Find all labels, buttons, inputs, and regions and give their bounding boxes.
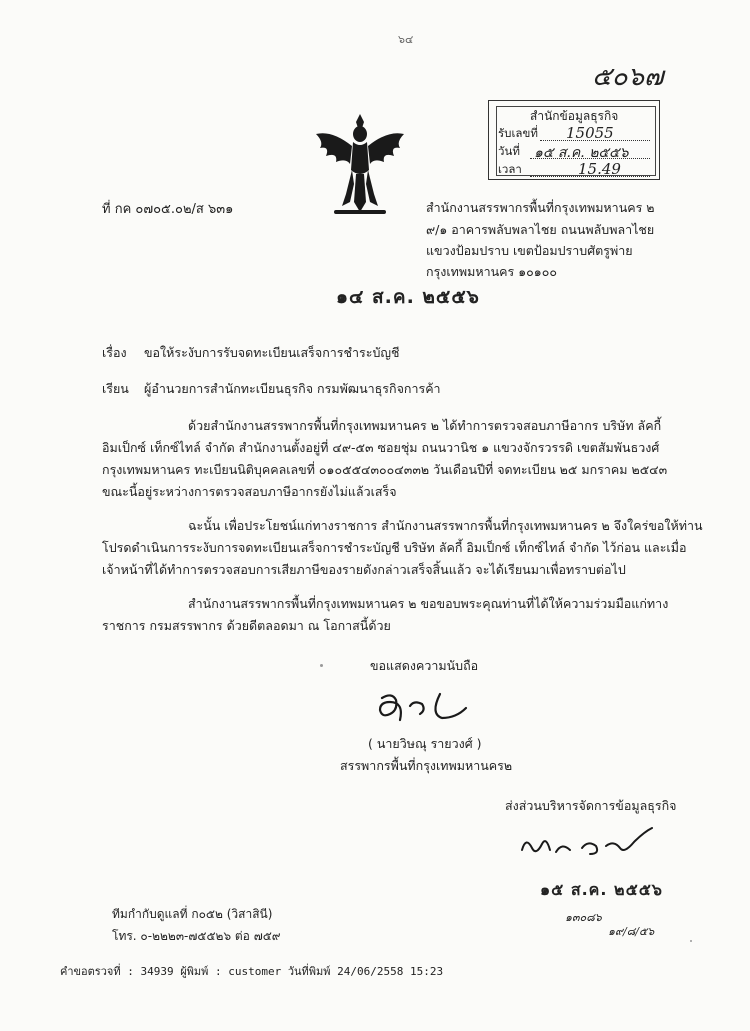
scan-speck	[320, 664, 323, 667]
signer-name: ( นายวิษณุ รายวงศ์ )	[368, 736, 482, 751]
document-reference: ที่ กค ๐๗๐๕.๐๒/ส ๖๓๑	[102, 202, 234, 217]
routing-unit: ส่งส่วนบริหารจัดการข้อมูลธุรกิจ	[505, 798, 677, 813]
handwritten-note-1: ๑๓๐๘๖	[565, 911, 602, 924]
paragraph-1-line-3: กรุงเทพมหานคร ทะเบียนนิติบุคคลเลขที่ ๐๑๐๕๕๔๓๐๐๔๓๓๒ วันเดือนปีที่ จดทะเบียน ๒๕ มกราคม ๒๕๔๓	[102, 462, 668, 477]
signer-title: สรรพากรพื้นที่กรุงเทพมหานคร๒	[340, 758, 513, 773]
paragraph-1-line-4: ขณะนี้อยู่ระหว่างการตรวจสอบภาษีอากรยังไม่แล้วเสร็จ	[102, 484, 397, 499]
signature-image	[370, 684, 480, 728]
stamp-time-value: 15.49	[578, 160, 621, 178]
scan-speck	[690, 940, 692, 942]
closing-salutation: ขอแสดงความนับถือ	[370, 658, 479, 673]
garuda-emblem-icon	[312, 112, 408, 218]
stamp-title: สำนักข้อมูลธุรกิจ	[530, 109, 619, 123]
paragraph-3-line-2: ราชการ กรมสรรพากร ด้วยดีตลอดมา ณ โอกาสนี้ด้วย	[102, 618, 391, 633]
routing-date: ๑๕ ส.ค. ๒๕๕๖	[540, 880, 663, 899]
stamp-receipt-value: 15055	[566, 124, 614, 142]
sender-address-line-2: ๙/๑ อาคารพลับพลาไชย ถนนพลับพลาไชย	[426, 222, 655, 237]
paragraph-2-line-2: โปรดดำเนินการระงับการจดทะเบียนเสร็จการชำระบัญชี บริษัท ลัคกี้ อิมเป็กซ์ เท็กซ์ไทล์ จำกัด ไว้ก่อน และเมื่อ	[102, 540, 687, 555]
handwritten-note-2: ๑๙/๘/๕๖	[608, 925, 655, 938]
document-date: ๑๔ ส.ค. ๒๕๕๖	[336, 286, 480, 308]
stamp-receipt-label: รับเลขที่	[498, 126, 538, 140]
sender-address-line-1: สำนักงานสรรพากรพื้นที่กรุงเทพมหานคร ๒	[426, 200, 655, 215]
team-note: ทีมกำกับดูแลที่ ก๐๕๒ (วิสาสินี)	[112, 907, 273, 921]
stamp-date-value: ๑๕ ส.ค. ๒๕๕๖	[534, 145, 629, 161]
top-right-number: ๕๐๖๗	[592, 62, 664, 92]
print-footer: คำขอตรวจที่ : 34939 ผู้พิมพ์ : customer วันที่พิมพ์ 24/06/2558 15:23	[60, 965, 444, 978]
sender-address-line-4: กรุงเทพมหานคร ๑๐๑๐๐	[426, 264, 557, 279]
stamp-time-label: เวลา	[498, 162, 522, 176]
sender-address-line-3: แขวงป้อมปราบ เขตป้อมปราบศัตรูพ่าย	[426, 243, 633, 258]
routing-signature-image	[516, 822, 656, 866]
paragraph-2-line-1: ฉะนั้น เพื่อประโยชน์แก่ทางราชการ สำนักงานสรรพากรพื้นที่กรุงเทพมหานคร ๒ จึงใคร่ขอให้ท่าน	[188, 518, 703, 533]
paragraph-2-line-3: เจ้าหน้าที่ได้ทำการตรวจสอบการเสียภาษีของรายดังกล่าวเสร็จสิ้นแล้ว จะได้เรียนมาเพื่อทราบต่อไป	[102, 562, 626, 577]
paragraph-1-line-2: อิมเป็กซ์ เท็กซ์ไทล์ จำกัด สำนักงานตั้งอยู่ที่ ๔๙-๕๓ ซอยชุ่ม ถนนวานิช ๑ แขวงจักรวรรดิ เขตสัมพันธวงศ์	[102, 440, 660, 455]
addressee-label: เรียน	[102, 381, 129, 396]
paragraph-3-line-1: สำนักงานสรรพากรพื้นที่กรุงเทพมหานคร ๒ ขอขอบพระคุณท่านที่ได้ให้ความร่วมมือแก่ทาง	[188, 596, 669, 611]
top-mark: ๖๔	[398, 33, 414, 46]
stamp-date-label: วันที่	[498, 144, 520, 158]
paragraph-1-line-1: ด้วยสำนักงานสรรพากรพื้นที่กรุงเทพมหานคร ๒ ได้ทำการตรวจสอบภาษีอากร บริษัท ลัคกี้	[188, 418, 662, 433]
subject-text: ขอให้ระงับการรับจดทะเบียนเสร็จการชำระบัญชี	[144, 345, 400, 360]
subject-label: เรื่อง	[102, 345, 127, 360]
addressee-text: ผู้อำนวยการสำนักทะเบียนธุรกิจ กรมพัฒนาธุรกิจการค้า	[144, 381, 441, 396]
phone-note: โทร. ๐-๒๒๒๓-๗๕๕๒๖ ต่อ ๗๕๙	[112, 929, 281, 943]
